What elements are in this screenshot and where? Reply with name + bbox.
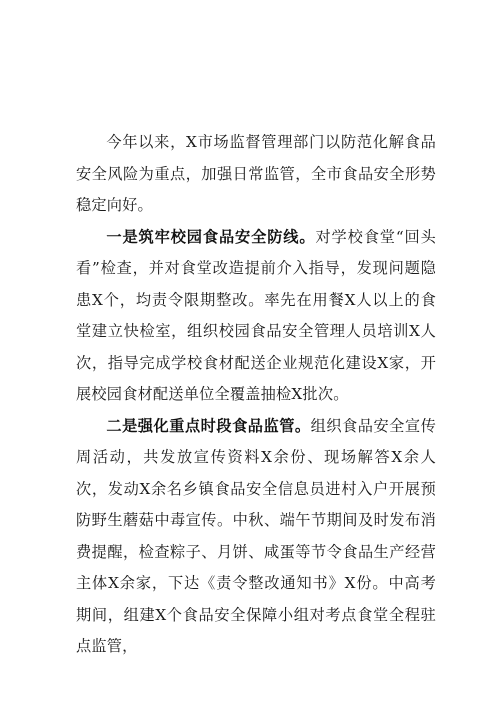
paragraph-campus-food-safety — [76, 222, 436, 411]
paragraph-key-period-supervision — [76, 411, 436, 663]
paragraph-intro-text: 今年以来，X市场监督管理部门以防范化解食品安全风险为重点，加强日常监管，全市食品安全形势稳定向好。 — [76, 133, 436, 214]
paragraph-campus-text: 对学校食堂“回头看”检查，并对食堂改造提前介入指导，发现问题隐患X个，均责令限期整改。率先在用餐X人以上的食堂建立快检室，组织校园食品安全管理人员培训X人次，指导完成学校食材配送企业规范化建设X家，开展校园食材配送单位全覆盖抽检X批次。 — [76, 227, 436, 403]
paragraph-key-period-text: 组织食品安全宣传周活动，共发放宣传资料X余份、现场解答X余人次，发动X余名乡镇食品安全信息员进村入户开展预防野生蘑菇中毒宣传。中秋、端午节期间及时发布消费提醒，检查粽子、月饼、咸蛋等节令食品生产经营主体X余家，下达《责令整改通知书》X份。中高考期间，组建X个食品安全保障小组对考点食堂全程驻点监管， — [76, 416, 436, 655]
paragraph-intro — [76, 127, 436, 222]
document-body — [76, 127, 436, 663]
paragraph-key-period-lead: 二是强化重点时段食品监管。 — [106, 416, 311, 435]
paragraph-campus-lead: 一是筑牢校园食品安全防线。 — [106, 227, 316, 246]
